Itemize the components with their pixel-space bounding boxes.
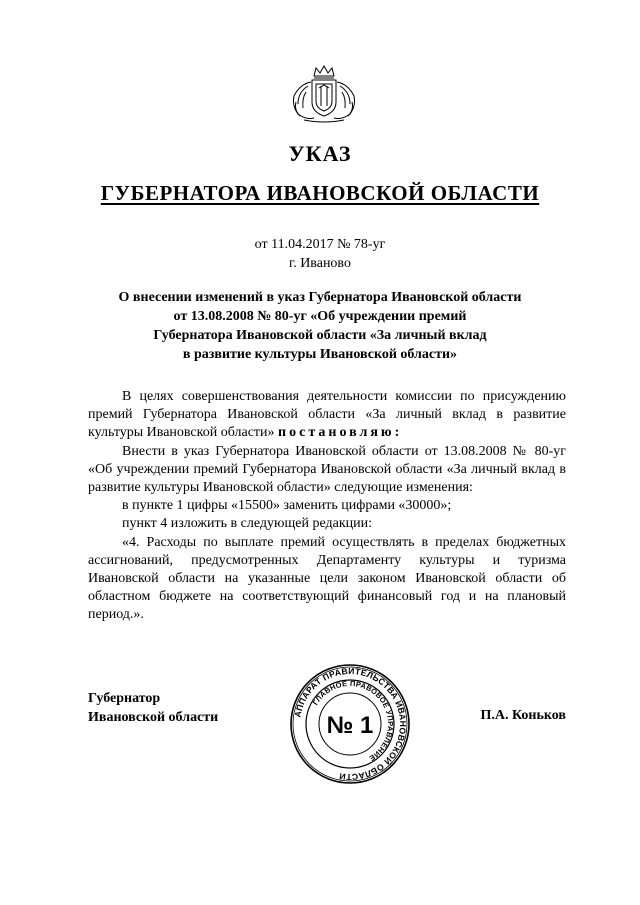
subject-line: в развитие культуры Ивановской области» bbox=[182, 347, 458, 362]
document-body bbox=[88, 388, 566, 625]
body-paragraph: пункт 4 изложить в следующей редакции: bbox=[122, 516, 372, 532]
document-type-heading: УКАЗ bbox=[288, 141, 352, 166]
decree-word: постановляю: bbox=[278, 425, 403, 441]
official-seal-stamp bbox=[289, 663, 411, 785]
signatory-title bbox=[88, 689, 218, 727]
signatory-name: П.А. Коньков bbox=[480, 708, 566, 723]
body-paragraph: «4. Расходы по выплате премий осуществлять в пределах бюджетных ассигнований, предусмотренных Департаменту культуры и туризма Ивановской области на указанные цели законом Ивановской области об областном бюджете на соответствующий финансовый год и на плановый период.». bbox=[88, 534, 566, 623]
seal-inner-text: ГЛАВНОЕ ПРАВОВОЕ УПРАВЛЕНИЕ bbox=[310, 678, 396, 764]
seal-outer-text: АППАРАТ ПРАВИТЕЛЬСТВА ИВАНОВСКОЙ ОБЛАСТИ bbox=[292, 665, 409, 783]
document-subject bbox=[60, 288, 580, 364]
issuer-heading-text: ГУБЕРНАТОРА ИВАНОВСКОЙ ОБЛАСТИ bbox=[100, 181, 540, 205]
document-city: г. Иваново bbox=[289, 256, 351, 271]
seal-number: № 1 bbox=[326, 712, 374, 739]
signatory-title-line: Губернатор bbox=[88, 691, 161, 706]
signatory-title-line: Ивановской области bbox=[88, 710, 219, 725]
body-paragraph: Внести в указ Губернатора Ивановской области от 13.08.2008 № 80-уг «Об учреждении премий Губернатора Ивановской области «За личный вклад в развитие культуры Ивановской области» следующие изменения: bbox=[88, 443, 566, 496]
subject-line: О внесении изменений в указ Губернатора Ивановской области bbox=[118, 290, 522, 305]
document-date-number: от 11.04.2017 № 78-уг bbox=[254, 237, 386, 252]
subject-line: от 13.08.2008 № 80-уг «Об учреждении премий bbox=[173, 309, 467, 324]
issuer-heading bbox=[0, 181, 640, 206]
body-paragraph: в пункте 1 цифры «15500» заменить цифрами «30000»; bbox=[122, 498, 452, 514]
coat-of-arms-emblem bbox=[284, 62, 364, 124]
subject-line: Губернатора Ивановской области «За личный вклад bbox=[153, 328, 487, 343]
body-paragraph bbox=[88, 388, 566, 443]
preamble-text: В целях совершенствования деятельности комиссии по присуждению премий Губернатора Ивановской области «За личный вклад в развитие культуры Ивановской области» bbox=[88, 389, 566, 441]
